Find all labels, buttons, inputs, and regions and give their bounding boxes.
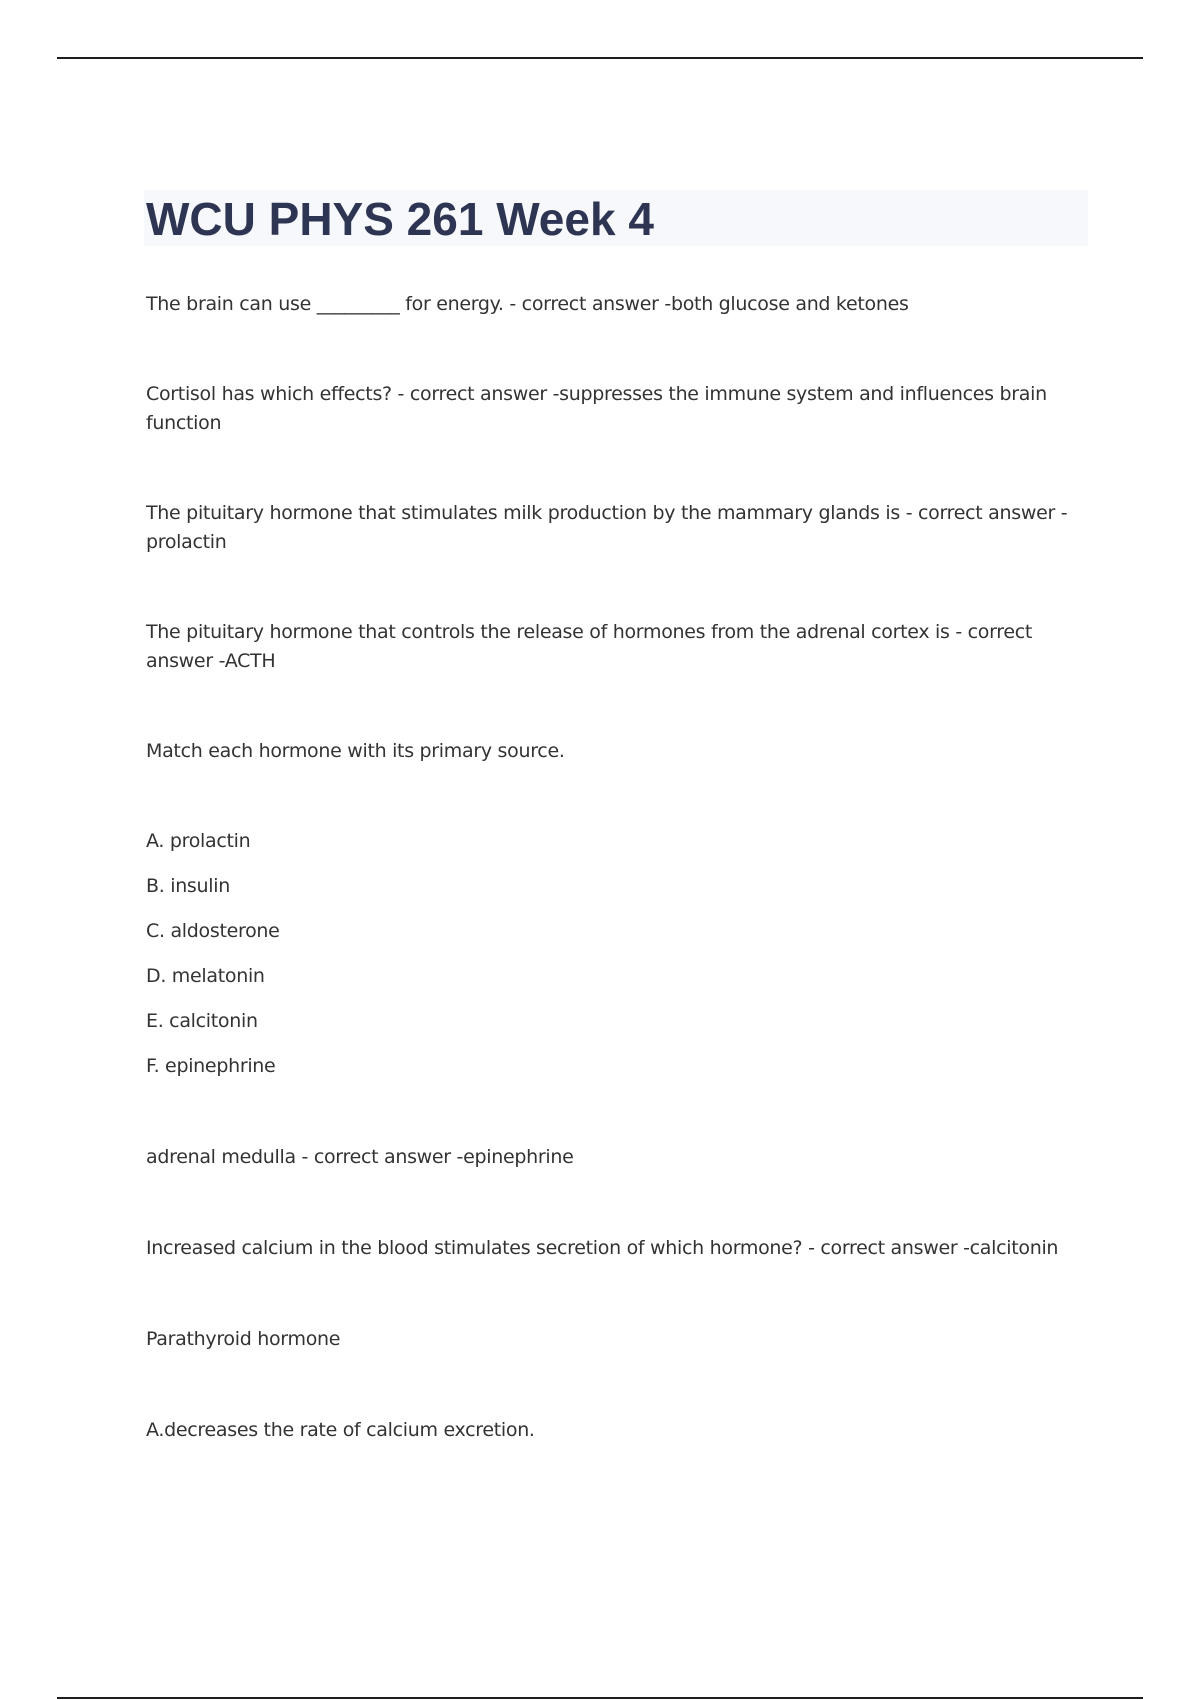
question-match-hormones: Match each hormone with its primary source. [146, 740, 565, 762]
list-item: F. epinephrine [146, 1055, 276, 1077]
top-rule [57, 57, 1143, 59]
question-calcium: Increased calcium in the blood stimulates secretion of which hormone? - correct answer -calcitonin [146, 1237, 1059, 1259]
list-item: E. calcitonin [146, 1010, 258, 1032]
list-item: B. insulin [146, 875, 230, 897]
list-item: C. aldosterone [146, 920, 280, 942]
question-acth: The pituitary hormone that controls the release of hormones from the adrenal cortex is - correct answer -ACTH [146, 621, 1033, 672]
document-body [146, 290, 1096, 1445]
list-item: A. prolactin [146, 830, 251, 852]
answer-adrenal-medulla: adrenal medulla - correct answer -epinephrine [146, 1146, 574, 1168]
list-item: D. melatonin [146, 965, 265, 987]
bottom-rule [57, 1697, 1143, 1699]
question-prolactin: The pituitary hormone that stimulates milk production by the mammary glands is - correct answer -prolactin [146, 502, 1068, 553]
question-cortisol: Cortisol has which effects? - correct answer -suppresses the immune system and influences brain function [146, 383, 1047, 434]
question-parathyroid: Parathyroid hormone [146, 1328, 341, 1350]
question-brain-energy: The brain can use _________ for energy. - correct answer -both glucose and ketones [146, 293, 909, 315]
option-calcium-excretion: A.decreases the rate of calcium excretion. [146, 1419, 535, 1441]
document-title: WCU PHYS 261 Week 4 [146, 193, 654, 245]
